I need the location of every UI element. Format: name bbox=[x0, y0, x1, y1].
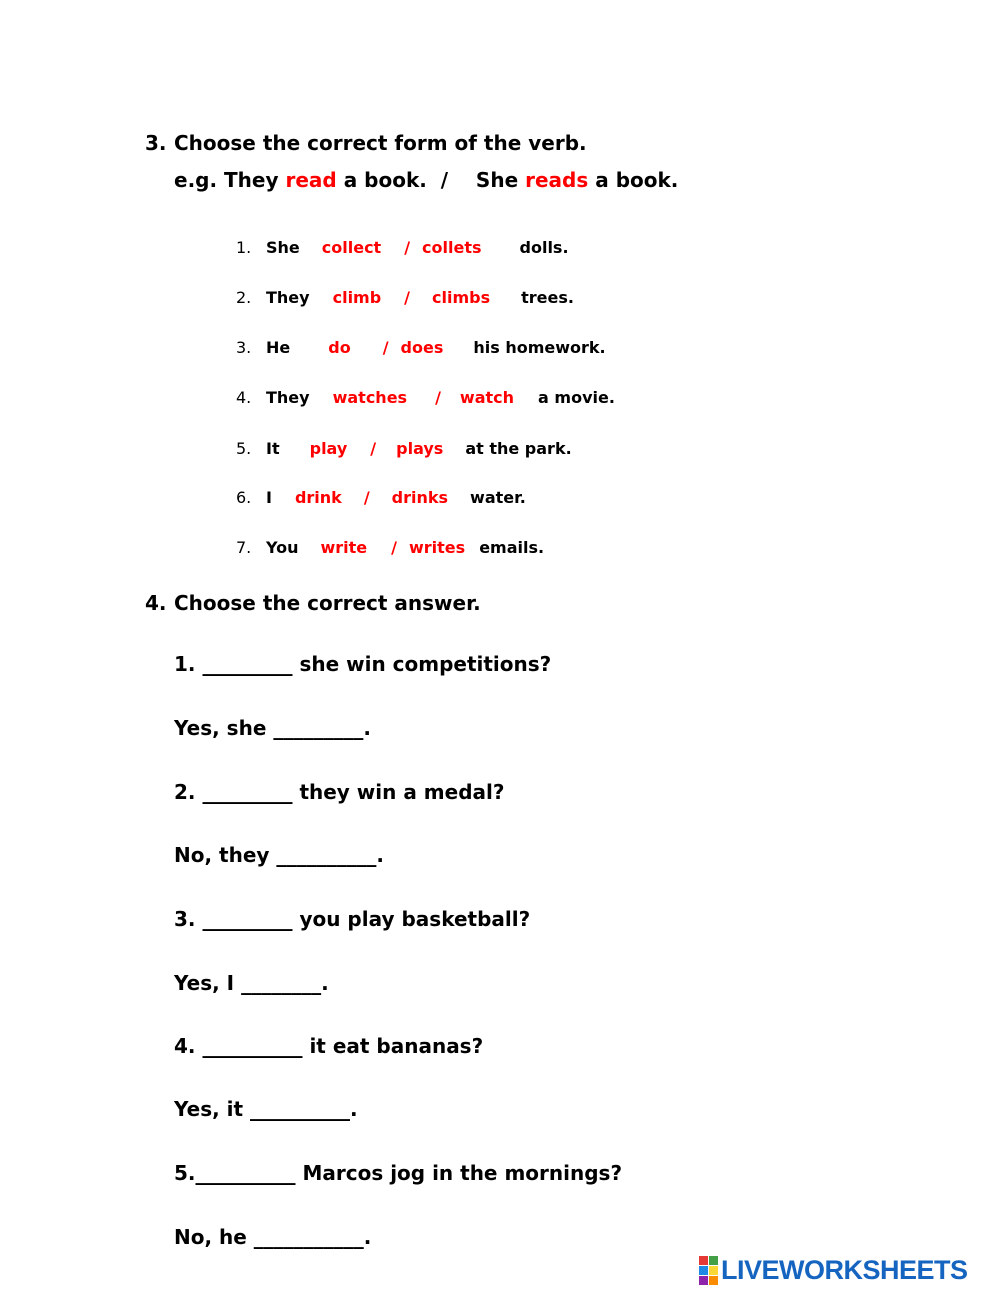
verb-item bbox=[236, 238, 569, 260]
example-verb-read: read bbox=[285, 168, 337, 192]
option-does[interactable]: does bbox=[400, 338, 444, 357]
logo-block bbox=[699, 1256, 708, 1265]
item-number: 3. bbox=[236, 338, 252, 357]
option-watch[interactable]: watch bbox=[459, 388, 515, 407]
option-separator: / bbox=[382, 338, 389, 357]
question-line[interactable] bbox=[174, 1034, 483, 1058]
example-middle: a book. / She bbox=[336, 168, 526, 192]
question-text: 3. _________ you play basketball? bbox=[174, 907, 531, 931]
item-subject: It bbox=[266, 439, 280, 458]
item-rest: a movie. bbox=[538, 388, 615, 407]
section-3-title: Choose the correct form of the verb. bbox=[174, 131, 587, 155]
answer-text: Yes, I ________. bbox=[174, 971, 329, 995]
option-separator: / bbox=[363, 488, 370, 507]
option-watches[interactable]: watches bbox=[332, 388, 408, 407]
option-play[interactable]: play bbox=[309, 439, 348, 458]
item-number: 4. bbox=[236, 388, 252, 407]
option-climb[interactable]: climb bbox=[332, 288, 382, 307]
item-number: 2. bbox=[236, 288, 252, 307]
item-rest: his homework. bbox=[473, 338, 606, 357]
option-writes[interactable]: writes bbox=[409, 538, 466, 557]
item-number: 5. bbox=[236, 439, 252, 458]
verb-item bbox=[236, 488, 526, 510]
question-text: 1. _________ she win competitions? bbox=[174, 652, 552, 676]
option-separator: / bbox=[391, 538, 397, 557]
item-rest: water. bbox=[470, 488, 526, 507]
question-line[interactable] bbox=[174, 907, 530, 931]
question-text: 5.__________ Marcos jog in the mornings? bbox=[174, 1161, 623, 1185]
section-3-number: 3. bbox=[145, 131, 167, 155]
example-prefix: e.g. They bbox=[174, 168, 286, 192]
question-line[interactable] bbox=[174, 780, 504, 804]
option-separator: / bbox=[370, 439, 377, 458]
example-verb-reads: reads bbox=[525, 168, 589, 192]
option-write[interactable]: write bbox=[320, 538, 368, 557]
section-4-title: Choose the correct answer. bbox=[174, 591, 481, 615]
answer-line[interactable] bbox=[174, 971, 329, 995]
question-line[interactable] bbox=[174, 652, 551, 676]
example-suffix: a book. bbox=[588, 168, 679, 192]
option-drinks[interactable]: drinks bbox=[391, 488, 449, 507]
question-text: 4. __________ it eat bananas? bbox=[174, 1034, 484, 1058]
verb-item bbox=[236, 439, 572, 461]
question-line[interactable] bbox=[174, 1161, 622, 1185]
option-separator: / bbox=[404, 288, 411, 307]
logo-blocks-icon bbox=[699, 1256, 718, 1285]
verb-item bbox=[236, 288, 574, 310]
item-rest: emails. bbox=[479, 538, 545, 557]
verb-item bbox=[236, 538, 544, 560]
logo-block bbox=[699, 1266, 708, 1275]
answer-line[interactable] bbox=[174, 716, 371, 740]
section-4-number: 4. bbox=[145, 591, 167, 615]
answer-line[interactable] bbox=[174, 1097, 358, 1121]
item-rest: at the park. bbox=[465, 439, 572, 458]
item-number: 1. bbox=[236, 238, 252, 257]
option-collets[interactable]: collets bbox=[422, 238, 482, 257]
item-subject: They bbox=[266, 388, 310, 407]
option-separator: / bbox=[404, 238, 411, 257]
liveworksheets-logo bbox=[699, 1255, 968, 1285]
item-rest: dolls. bbox=[519, 238, 569, 257]
item-subject: I bbox=[266, 488, 272, 507]
logo-block bbox=[699, 1276, 708, 1285]
example-sentence bbox=[174, 168, 678, 192]
answer-text: Yes, she _________. bbox=[174, 716, 371, 740]
answer-text: No, he ___________. bbox=[174, 1225, 372, 1249]
option-climbs[interactable]: climbs bbox=[432, 288, 491, 307]
item-subject: You bbox=[266, 538, 299, 557]
item-rest: trees. bbox=[521, 288, 574, 307]
item-number: 6. bbox=[236, 488, 252, 507]
item-number: 7. bbox=[236, 538, 252, 557]
logo-block bbox=[709, 1266, 718, 1275]
option-separator: / bbox=[435, 388, 441, 407]
logo-block bbox=[709, 1256, 718, 1265]
question-text: 2. _________ they win a medal? bbox=[174, 780, 505, 804]
item-subject: He bbox=[266, 338, 291, 357]
verb-item bbox=[236, 388, 615, 410]
answer-line[interactable] bbox=[174, 843, 384, 867]
verb-item bbox=[236, 338, 606, 360]
option-collect[interactable]: collect bbox=[321, 238, 382, 257]
answer-text: Yes, it __________. bbox=[174, 1097, 358, 1121]
option-plays[interactable]: plays bbox=[396, 439, 444, 458]
logo-block bbox=[709, 1276, 718, 1285]
answer-text: No, they __________. bbox=[174, 843, 384, 867]
item-subject: She bbox=[266, 238, 300, 257]
option-drink[interactable]: drink bbox=[294, 488, 342, 507]
logo-text: LIVEWORKSHEETS bbox=[721, 1254, 968, 1285]
answer-line[interactable] bbox=[174, 1225, 371, 1249]
item-subject: They bbox=[266, 288, 310, 307]
option-do[interactable]: do bbox=[328, 338, 351, 357]
